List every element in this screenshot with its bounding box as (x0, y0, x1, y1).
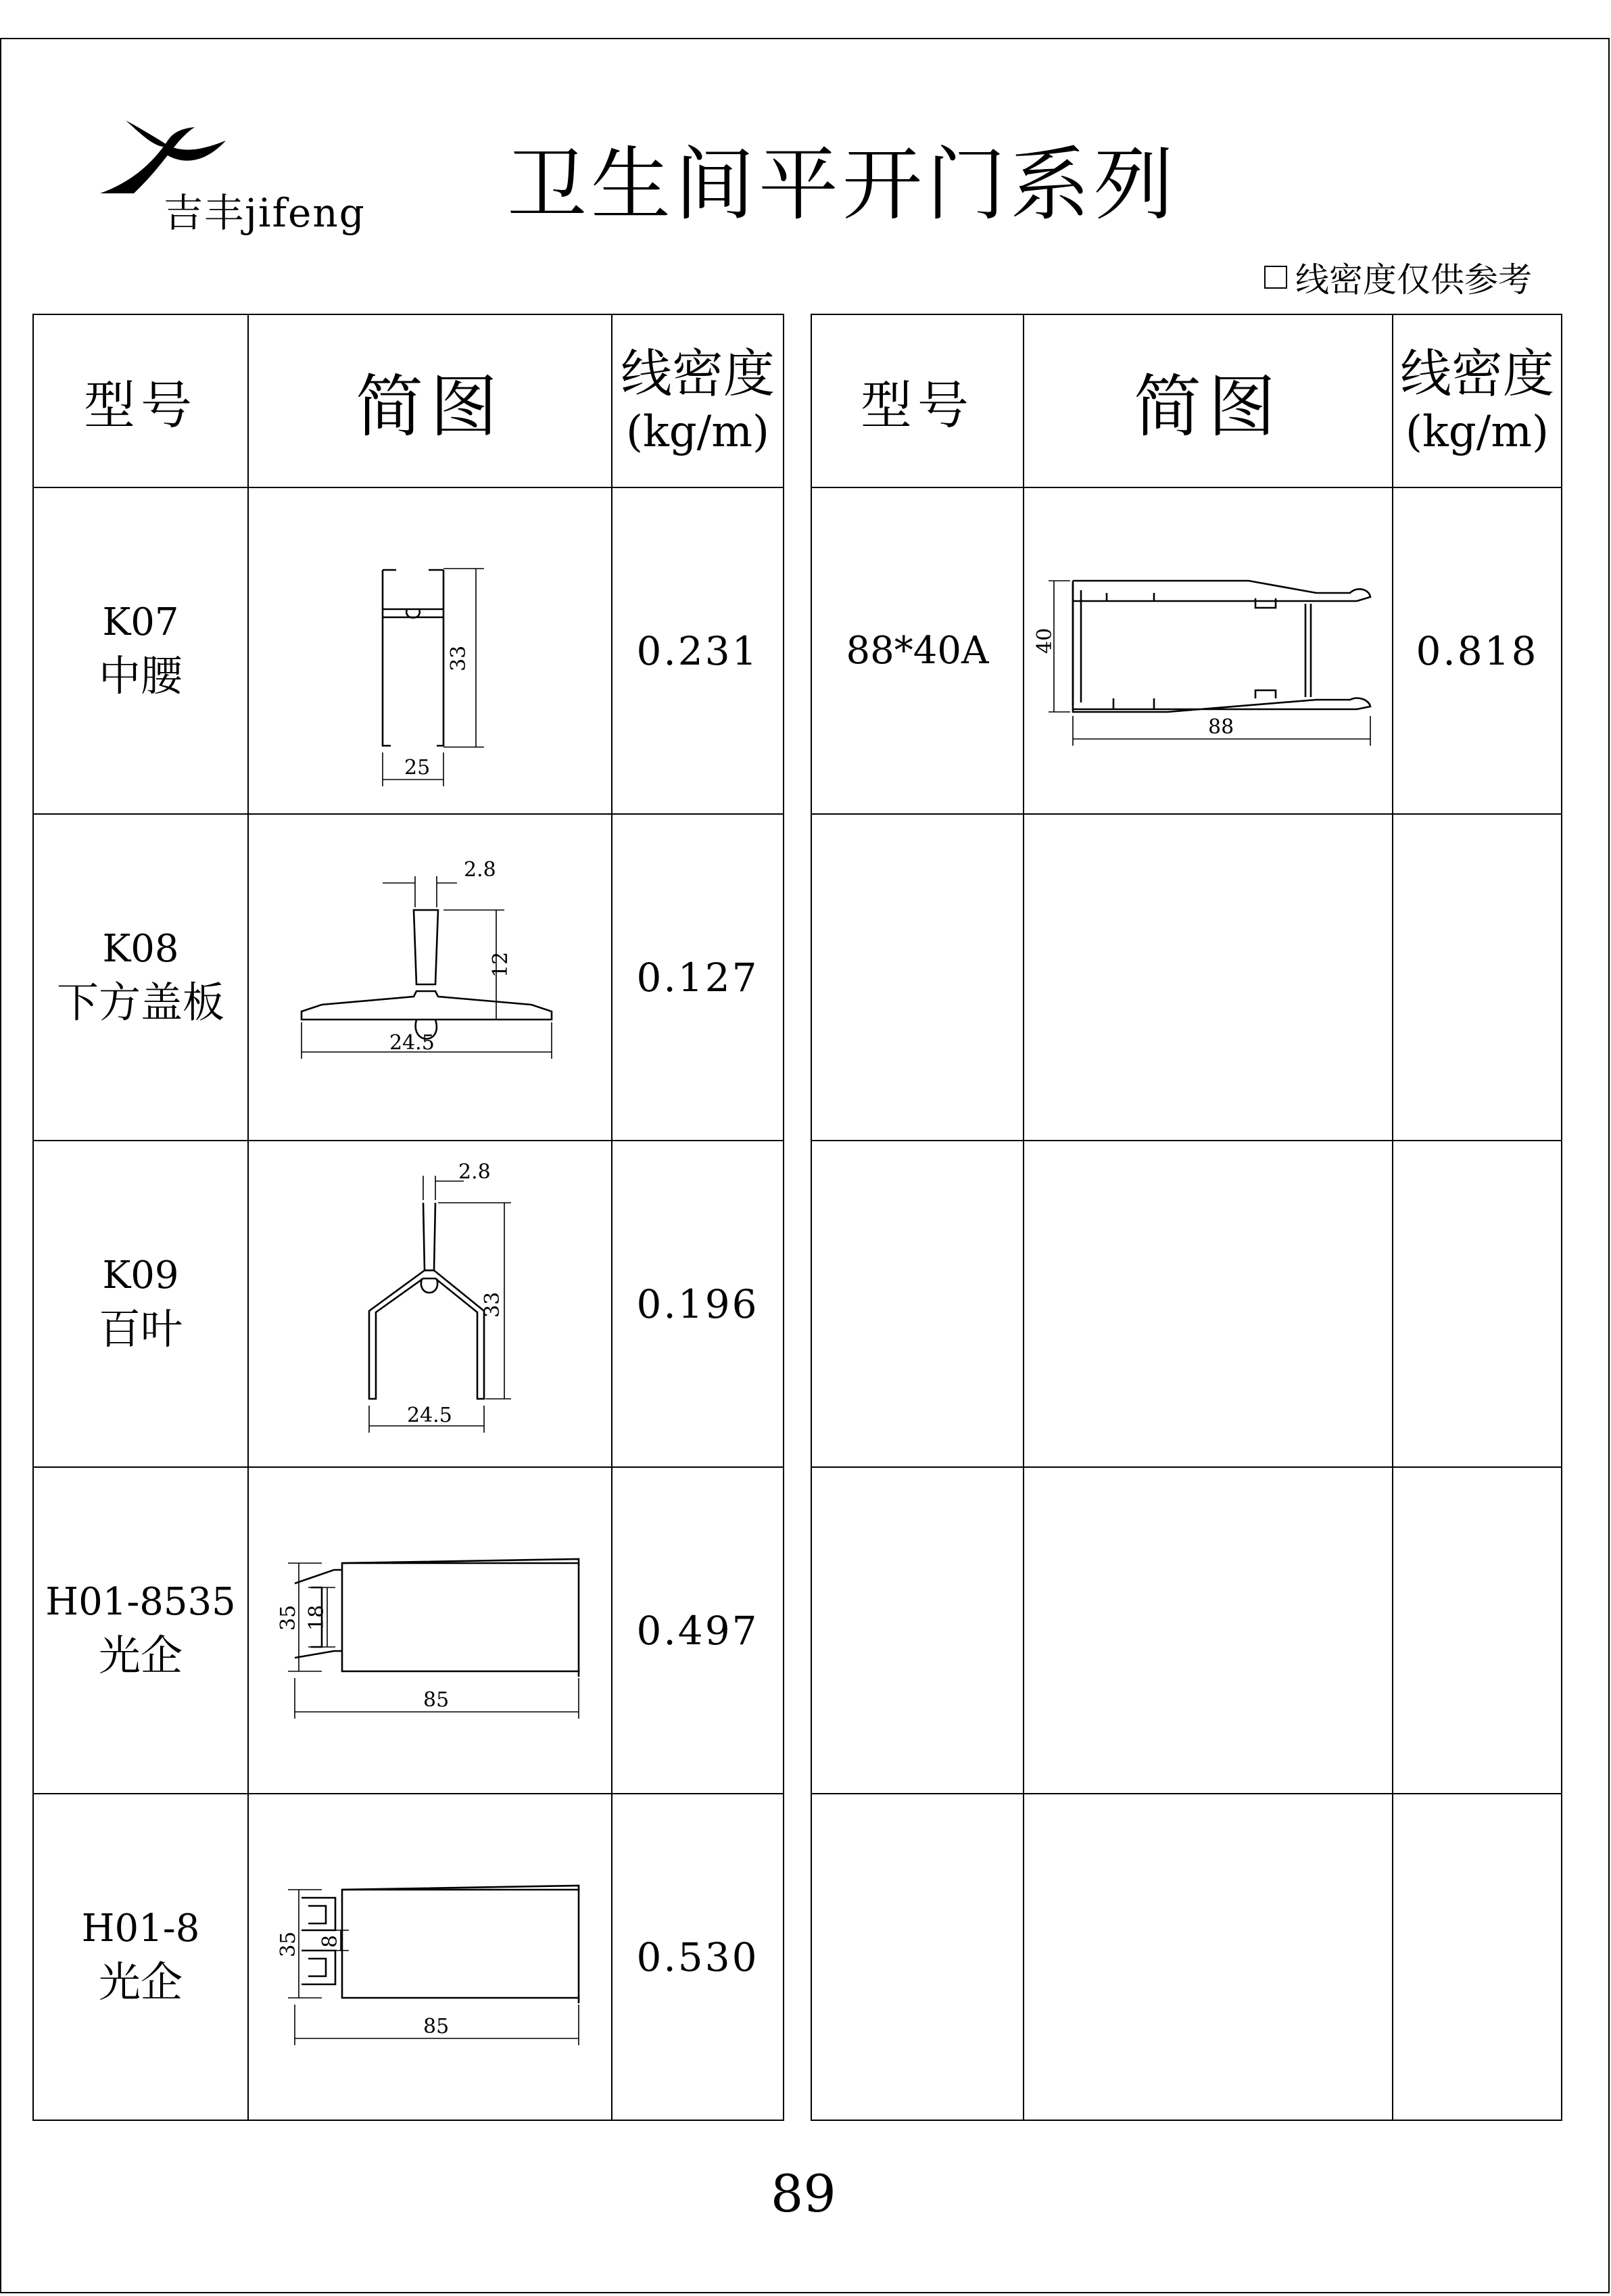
diagram-cell (1024, 487, 1393, 814)
model-cell (33, 814, 248, 1141)
table-row (811, 487, 1562, 814)
profile-table-left (32, 314, 784, 2121)
dim-height: 12 (489, 951, 512, 978)
model-name: 中腰 (98, 651, 183, 701)
model-code: 88*40A (846, 628, 989, 673)
model-cell (33, 487, 248, 814)
dim-height: 40 (1033, 627, 1057, 654)
header-diagram: 简图 (1024, 314, 1393, 487)
header-density (1393, 314, 1562, 487)
model-code: K09 (102, 1253, 179, 1297)
density-cell (612, 1794, 784, 2120)
density-value: 0.127 (636, 954, 759, 1001)
dim-height: 33 (481, 1291, 504, 1318)
profile-h01-8535-drawing (261, 1523, 599, 1739)
dim-height: 35 (276, 1931, 300, 1957)
density-cell (1393, 487, 1562, 814)
checkbox-icon (1264, 266, 1287, 289)
profile-k07-drawing (308, 543, 552, 780)
model-cell (811, 487, 1024, 814)
page-title: 卫生间平开门系列 (507, 138, 1178, 231)
model-code: H01-8 (81, 1906, 200, 1951)
table-header-row (811, 314, 1562, 487)
density-value: 0.818 (1416, 627, 1539, 674)
dim-width: 85 (423, 2014, 450, 2038)
model-name: 光企 (98, 1957, 183, 2007)
profile-h01-8-drawing (261, 1849, 599, 2065)
density-cell (612, 814, 784, 1141)
diagram-cell (248, 487, 612, 814)
table-row (33, 1467, 784, 1794)
dim-width: 25 (404, 755, 431, 780)
table-row-empty (811, 814, 1562, 1141)
reference-note-text: 线密度仅供参考 (1295, 260, 1532, 300)
header-density-unit: (kg/m) (1405, 406, 1549, 457)
model-code: K07 (102, 600, 179, 644)
dim-width: 88 (1208, 715, 1234, 739)
dim-height: 35 (276, 1604, 300, 1631)
header-density (612, 314, 784, 487)
model-name: 百叶 (98, 1304, 183, 1354)
model-cell (33, 1141, 248, 1467)
density-cell (612, 487, 784, 814)
density-value: 0.497 (636, 1607, 759, 1654)
table-row-empty (811, 1794, 1562, 2120)
reference-note (1264, 253, 1532, 302)
profile-k09-drawing (308, 1159, 552, 1439)
diagram-cell (248, 1794, 612, 2120)
dim-width: 24.5 (407, 1403, 452, 1427)
header-diagram: 简图 (248, 314, 612, 487)
table-row (33, 814, 784, 1141)
model-name: 光企 (98, 1631, 183, 1681)
model-code: H01-8535 (45, 1579, 236, 1624)
brand-name: 吉丰jifeng (164, 190, 366, 236)
model-code: K08 (102, 926, 179, 971)
table-row-empty (811, 1467, 1562, 1794)
dim-inner: 18 (305, 1604, 329, 1631)
diagram-cell (248, 1141, 612, 1467)
diagram-cell (248, 814, 612, 1141)
dim-width: 24.5 (389, 1030, 435, 1055)
header-density-label: 线密度 (1400, 343, 1554, 404)
profile-table-right (811, 314, 1562, 2121)
density-value: 0.196 (636, 1281, 759, 1327)
profile-k08-drawing (281, 849, 579, 1106)
table-header-row (33, 314, 784, 487)
page-number: 89 (771, 2163, 836, 2224)
table-row-empty (811, 1141, 1562, 1467)
table-row (33, 1141, 784, 1467)
dim-height: 33 (447, 645, 471, 671)
header-density-unit: (kg/m) (626, 406, 769, 457)
dim-inner: 8 (318, 1934, 342, 1948)
model-cell (33, 1467, 248, 1794)
density-value: 0.530 (636, 1934, 759, 1980)
profile-88x40a-drawing (1032, 543, 1384, 759)
density-cell (612, 1467, 784, 1794)
density-value: 0.231 (636, 627, 759, 674)
table-row (33, 487, 784, 814)
header-model: 型号 (811, 314, 1024, 487)
density-cell (612, 1141, 784, 1467)
model-cell (33, 1794, 248, 2120)
table-row (33, 1794, 784, 2120)
header-density-label: 线密度 (621, 343, 775, 404)
header-model: 型号 (33, 314, 248, 487)
diagram-cell (248, 1467, 612, 1794)
dim-thickness: 2.8 (464, 857, 496, 882)
model-name: 下方盖板 (56, 978, 224, 1028)
dim-thickness: 2.8 (458, 1159, 491, 1184)
dim-width: 85 (423, 1688, 450, 1712)
